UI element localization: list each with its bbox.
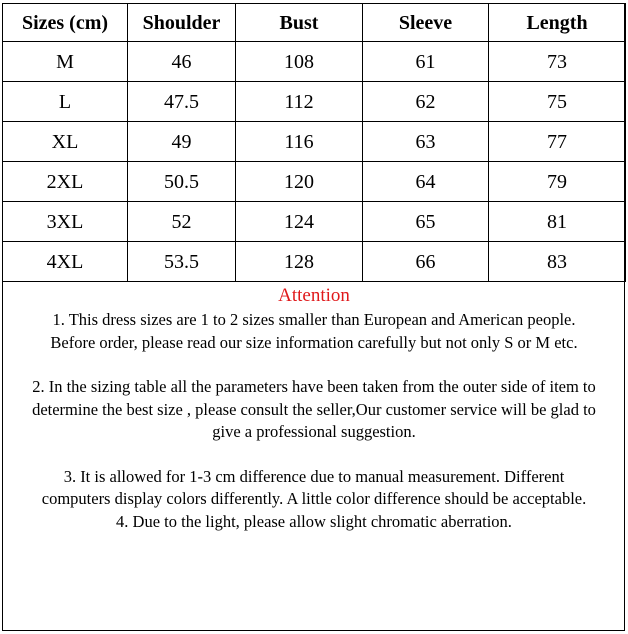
cell-bust: 108	[236, 42, 363, 82]
header-sleeve: Sleeve	[363, 4, 489, 42]
cell-length: 73	[489, 42, 626, 82]
cell-length: 79	[489, 162, 626, 202]
cell-shoulder: 52	[128, 202, 236, 242]
cell-shoulder: 49	[128, 122, 236, 162]
cell-size: XL	[3, 122, 128, 162]
cell-sleeve: 63	[363, 122, 489, 162]
note-2-line-2: determine the best size , please consult the seller,Our customer service will be glad to	[32, 399, 596, 419]
header-length: Length	[489, 4, 626, 42]
table-row	[3, 242, 626, 282]
cell-shoulder: 47.5	[128, 82, 236, 122]
cell-shoulder: 50.5	[128, 162, 236, 202]
cell-size: M	[3, 42, 128, 82]
cell-sleeve: 64	[363, 162, 489, 202]
note-3-line-1: 3. It is allowed for 1-3 cm difference due to manual measurement. Different	[63, 466, 565, 486]
table-row	[3, 42, 626, 82]
cell-bust: 112	[236, 82, 363, 122]
notes-section	[6, 285, 622, 533]
cell-size: 3XL	[3, 202, 128, 242]
table-row	[3, 122, 626, 162]
table-row	[3, 202, 626, 242]
table-header-row	[3, 4, 626, 42]
cell-bust: 120	[236, 162, 363, 202]
header-shoulder: Shoulder	[128, 4, 236, 42]
cell-size: 4XL	[3, 242, 128, 282]
cell-size: L	[3, 82, 128, 122]
cell-sleeve: 62	[363, 82, 489, 122]
attention-heading: Attention	[278, 285, 350, 306]
table-row	[3, 82, 626, 122]
note-4-line-1: 4. Due to the light, please allow slight chromatic aberration.	[116, 511, 512, 531]
note-2-line-1: 2. In the sizing table all the parameters have been taken from the outer side of item to	[32, 377, 596, 396]
note-2-line-3: give a professional suggestion.	[212, 422, 416, 441]
cell-sleeve: 61	[363, 42, 489, 82]
note-3-line-2: computers display colors differently. A little color difference should be acceptable.	[41, 489, 587, 508]
note-1-line-2: Before order, please read our size information carefully but not only S or M etc.	[50, 332, 578, 352]
table-row	[3, 162, 626, 202]
cell-shoulder: 46	[128, 42, 236, 82]
cell-bust: 116	[236, 122, 363, 162]
cell-bust: 128	[236, 242, 363, 282]
cell-sleeve: 66	[363, 242, 489, 282]
header-bust: Bust	[236, 4, 363, 42]
cell-length: 81	[489, 202, 626, 242]
size-table	[2, 3, 626, 282]
cell-length: 75	[489, 82, 626, 122]
note-1-line-1: 1. This dress sizes are 1 to 2 sizes smaller than European and American people.	[52, 310, 576, 329]
cell-bust: 124	[236, 202, 363, 242]
header-sizes: Sizes (cm)	[3, 4, 128, 42]
cell-length: 77	[489, 122, 626, 162]
cell-sleeve: 65	[363, 202, 489, 242]
cell-size: 2XL	[3, 162, 128, 202]
cell-shoulder: 53.5	[128, 242, 236, 282]
cell-length: 83	[489, 242, 626, 282]
